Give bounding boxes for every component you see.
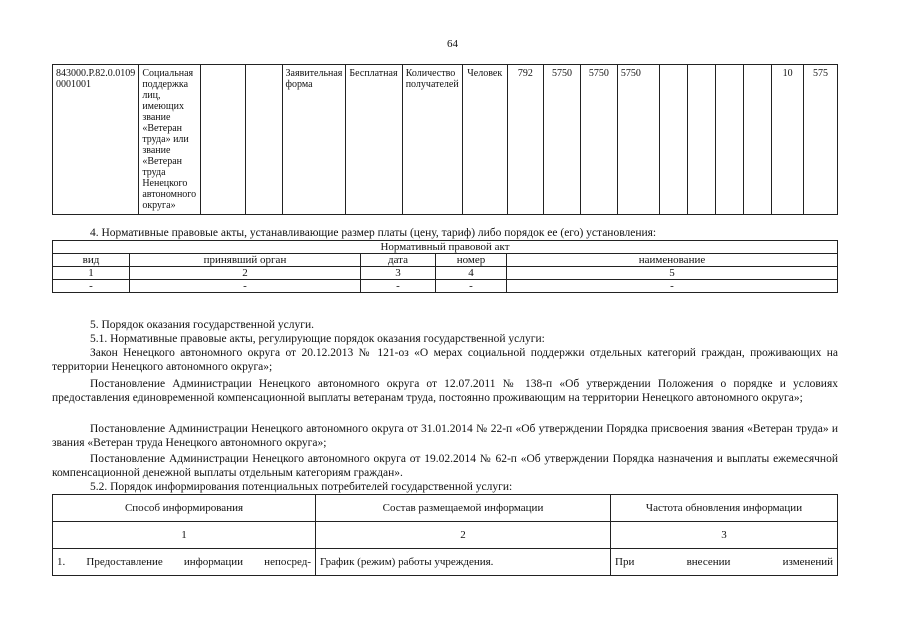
empty-value: -: [507, 280, 838, 293]
value-year-2: 5750: [580, 65, 617, 215]
law-paragraph: Закон Ненецкого автономного округа от 20.12.2013 № 121-оз «О мерах социальной поддержки отдельных категорий граждан, проживающих на территории Ненецкого автономного округа»;: [52, 347, 838, 373]
col-number: 5: [507, 267, 838, 280]
section-5-2-heading: 5.2. Порядок информирования потенциальных потребителей государственной услуги:: [90, 481, 513, 493]
decree-138-paragraph: Постановление Администрации Ненецкого автономного округа от 12.07.2011 № 138-п «Об утверждении Положения о порядке и условиях предоставления единовременной компенсационной выплаты ветеранам труда, постоянно проживающим на территории Ненецкого автономного округа»;: [52, 378, 838, 404]
information-table: [52, 494, 838, 576]
empty-value: -: [361, 280, 436, 293]
deviation-absolute: 575: [804, 65, 838, 215]
empty-cell: [245, 65, 282, 215]
indicator-name: Количество получателей: [402, 65, 462, 215]
info-content: График (режим) работы учреждения.: [316, 549, 611, 576]
empty-value: -: [53, 280, 130, 293]
col-number: 4: [436, 267, 507, 280]
table-row: [53, 241, 838, 254]
service-payment: Бесплатная: [346, 65, 402, 215]
acts-table-title: Нормативный правовой акт: [53, 241, 838, 254]
table-row: [53, 267, 838, 280]
service-name: Социальная поддержка лиц, имеющих звание «Ветеран труда» или звание «Ветеран труда Ненецкого автономного округа»: [139, 65, 201, 215]
header-title: наименование: [507, 254, 838, 267]
table-row: [53, 280, 838, 293]
table-row: [53, 65, 838, 215]
empty-cell: [716, 65, 744, 215]
header-number: номер: [436, 254, 507, 267]
empty-value: -: [436, 280, 507, 293]
section-5-1-heading: 5.1. Нормативные правовые акты, регулирующие порядок оказания государственной услуги:: [90, 333, 545, 345]
col-number: 2: [316, 522, 611, 549]
header-date: дата: [361, 254, 436, 267]
okei-code: 792: [507, 65, 543, 215]
table-row: [53, 254, 838, 267]
section-4-heading: 4. Нормативные правовые акты, устанавливающие размер платы (цену, тариф) либо порядок ее (его) установления:: [90, 227, 657, 239]
empty-cell: [744, 65, 772, 215]
col-number: 2: [130, 267, 361, 280]
header-authority: принявший орган: [130, 254, 361, 267]
empty-cell: [687, 65, 715, 215]
deviation-percent: 10: [772, 65, 804, 215]
table-row: [53, 522, 838, 549]
service-form: Заявительная форма: [282, 65, 346, 215]
empty-cell: [659, 65, 687, 215]
info-frequency: При внесении изменений: [611, 549, 838, 576]
normative-acts-table: [52, 240, 838, 293]
header-frequency: Частота обновления информации: [611, 495, 838, 522]
empty-value: -: [130, 280, 361, 293]
decree-22-paragraph: Постановление Администрации Ненецкого автономного округа от 31.01.2014 № 22-п «Об утверждении Порядка присвоения звания «Ветеран труда» и звания «Ветеран труда Ненецкого автономного округа»;: [52, 423, 838, 449]
empty-cell: [201, 65, 245, 215]
value-year-1: 5750: [544, 65, 581, 215]
header-method: Способ информирования: [53, 495, 316, 522]
value-year-3: 5750: [617, 65, 659, 215]
indicator-unit: Человек: [462, 65, 507, 215]
page-number: 64: [447, 38, 458, 50]
service-table: [52, 64, 838, 215]
service-code: 843000.Р.82.0.0109 0001001: [53, 65, 139, 215]
table-row: [53, 495, 838, 522]
header-kind: вид: [53, 254, 130, 267]
table-row: [53, 549, 838, 576]
decree-62-paragraph: Постановление Администрации Ненецкого автономного округа от 19.02.2014 № 62-п «Об утверждении Порядка назначения и выплаты ежемесячной компенсационной денежной выплаты отдельным категориям граждан».: [52, 453, 838, 479]
info-method: 1. Предоставление информации непосред-: [53, 549, 316, 576]
col-number: 1: [53, 267, 130, 280]
section-5-heading: 5. Порядок оказания государственной услуги.: [90, 319, 314, 331]
col-number: 3: [361, 267, 436, 280]
header-content: Состав размещаемой информации: [316, 495, 611, 522]
col-number: 3: [611, 522, 838, 549]
col-number: 1: [53, 522, 316, 549]
